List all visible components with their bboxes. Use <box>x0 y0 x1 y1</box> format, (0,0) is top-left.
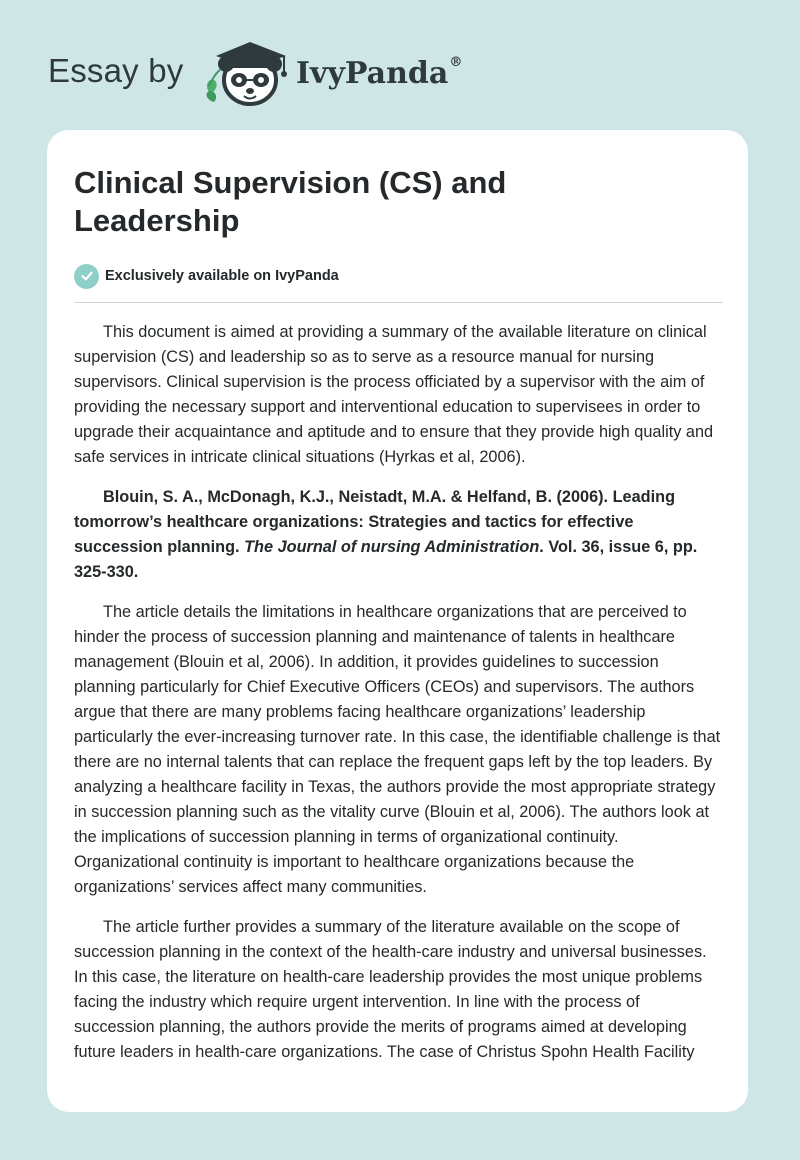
reference-citation: Blouin, S. A., McDonagh, K.J., Neistadt, M.A. & Helfand, B. (2006). Leading tomorrow’s healthcare organizations: Strategies and tactics for effective succession planning. The Journal of nursing Administration. Vol. 36, issue 6, pp. 325-330. <box>74 488 698 581</box>
paragraph-summary: The article details the limitations in healthcare organizations that are perceived to hinder the process of succession planning and maintenance of talents in healthcare management (Blouin et al, 2006). In addition, it provides guidelines to succession planning particularly for Chief Executive Officers (CEOs) and supervisors. The authors argue that there are many problems facing healthcare organizations’ leadership particularly the ever-increasing turnover rate. In this case, the identifiable challenge is that there are no internal talents that can replace the frequent gaps left by the top leaders. By analyzing a healthcare facility in Texas, the authors provide the most appropriate strategy in succession planning such as the vitality curve (Blouin et al, 2006). The authors look at the implications of succession planning in terms of organizational continuity. Organizational continuity is important to healthcare organizations because the organizations’ services affect many communities. <box>74 603 721 896</box>
site-header <box>0 0 800 130</box>
journal-name: The Journal of nursing Administration <box>244 538 540 556</box>
page-title: Clinical Supervision (CS) and Leadership <box>74 165 507 238</box>
panda-graduation-cap-icon <box>200 36 296 110</box>
paragraph-further: The article further provides a summary of the literature available on the scope of succession planning in the context of the health-care industry and universal businesses. In this case, the literature on health-care leadership provides the most unique problems facing the industry which require urgent intervention. In line with the process of succession planning, the authors provide the merits of programs aimed at developing future leaders in health-care organizations. The case of Christus Spohn Health Facility <box>74 918 707 1061</box>
divider <box>74 302 723 303</box>
article-card <box>47 130 748 1112</box>
exclusive-badge <box>74 263 339 289</box>
essay-by-label: Essay by <box>48 52 184 89</box>
badge-label: Exclusively available on IvyPanda <box>105 268 339 284</box>
brand-wordmark: IvyPanda® <box>296 55 463 91</box>
paragraph-intro: This document is aimed at providing a summary of the available literature on clinical supervision (CS) and leadership so as to serve as a resource manual for nursing supervisors. Clinical supervision is the process officiated by a supervisor with the aim of providing the necessary support and interventional education to supervisees in order to upgrade their acquaintance and aptitude and to ensure that they provide high quality and safe services in intricate clinical situations (Hyrkas et al, 2006). <box>74 323 714 466</box>
registered-mark: ® <box>449 55 463 70</box>
check-icon <box>74 264 99 289</box>
article-body <box>74 320 723 1080</box>
